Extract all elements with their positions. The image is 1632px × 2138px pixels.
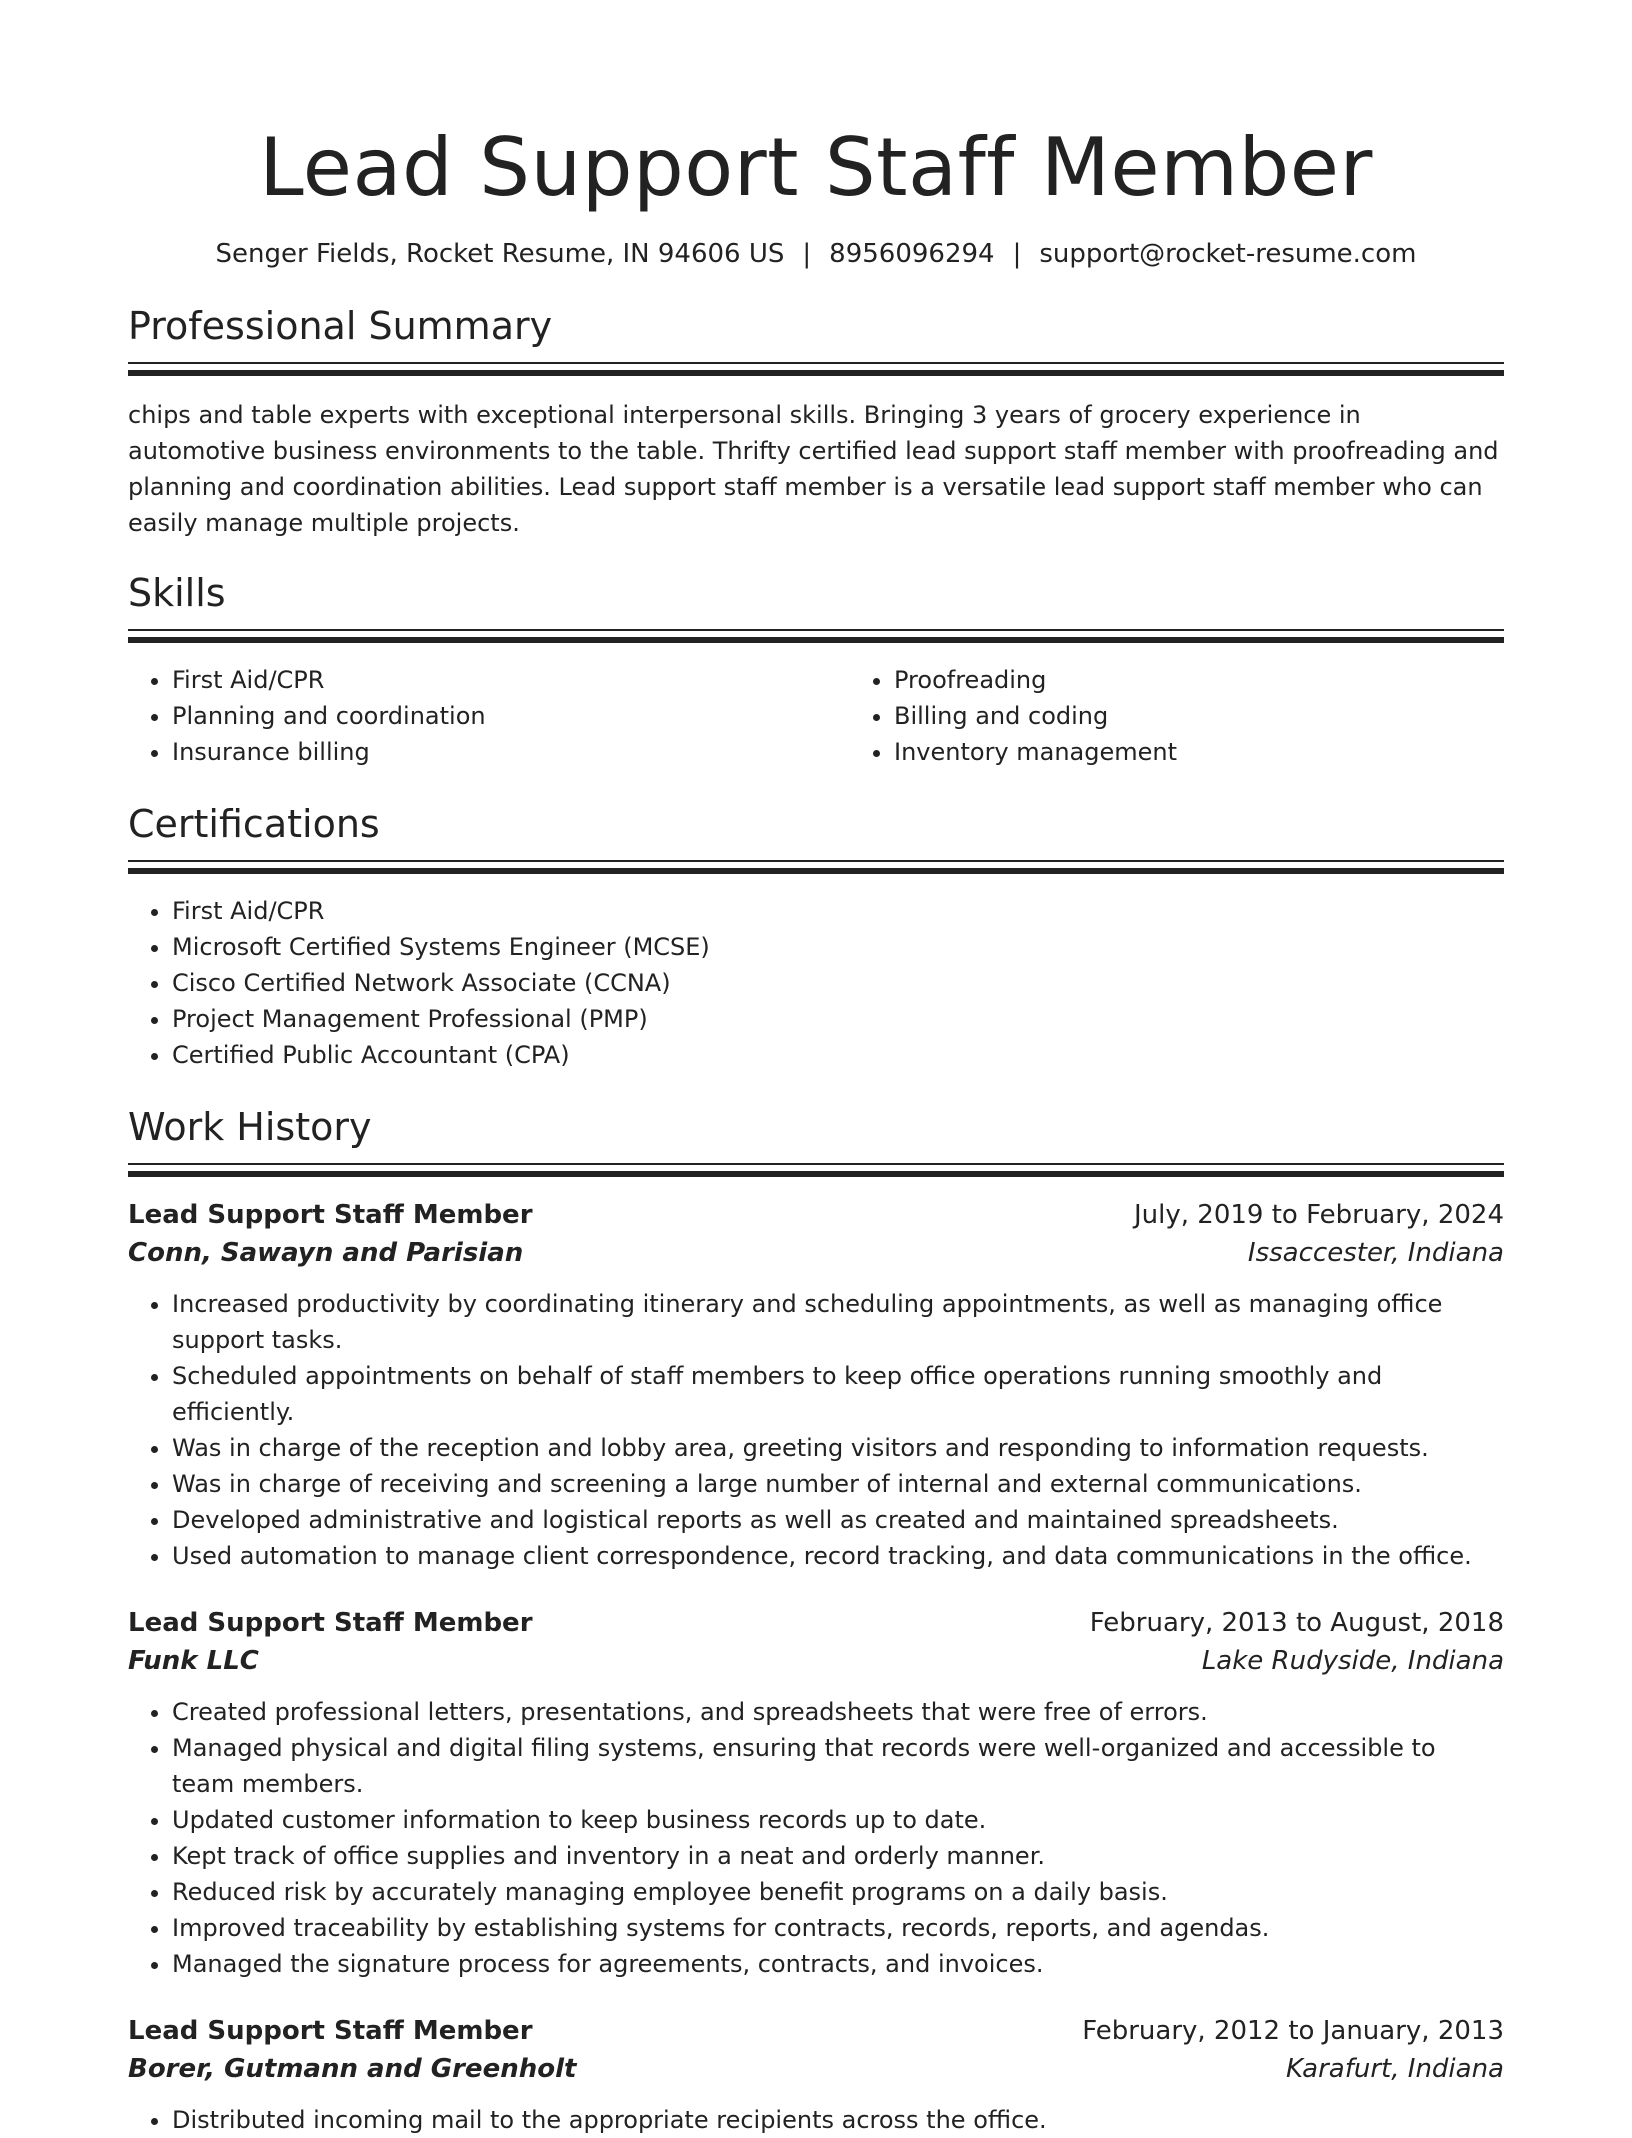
section-title-work-history: Work History	[128, 1105, 372, 1149]
job-company: Funk LLC	[128, 1646, 259, 1676]
job-dates: February, 2013 to August, 2018	[1089, 1608, 1504, 1638]
job-bullet: • Increased productivity by coordinating itinerary and scheduling appointments, as well as managing office support tasks.	[172, 1286, 1504, 1358]
job-dates: February, 2012 to January, 2013	[1082, 2016, 1504, 2046]
contact-email[interactable]: support@rocket-resume.com	[1039, 239, 1417, 269]
job-bullet: • Developed administrative and logistical reports as well as created and maintained spreadsheets.	[172, 1502, 1504, 1538]
job-bullet: • Created professional letters, presentations, and spreadsheets that were free of errors.	[172, 1694, 1504, 1730]
skills-section	[128, 569, 1504, 770]
skill-item: • Insurance billing	[172, 734, 850, 770]
skills-grid	[128, 662, 1504, 770]
certification-item: • Cisco Certified Network Associate (CCNA)	[172, 965, 1504, 1001]
certification-item: • Certified Public Accountant (CPA)	[172, 1037, 1504, 1073]
job-bullet: • Scheduled appointments on behalf of staff members to keep office operations running smoothly and efficiently.	[172, 1358, 1504, 1430]
certification-item: • Microsoft Certified Systems Engineer (MCSE)	[172, 929, 1504, 965]
section-title-summary: Professional Summary	[128, 304, 553, 348]
skill-item: • Planning and coordination	[172, 698, 850, 734]
job-title: Lead Support Staff Member	[128, 2016, 533, 2046]
job-title: Lead Support Staff Member	[128, 1608, 533, 1638]
job-header	[128, 2012, 1504, 2050]
summary-section	[128, 302, 1504, 541]
job-bullet: • Managed the signature process for agreements, contracts, and invoices.	[172, 1946, 1504, 1982]
job-bullets	[128, 2102, 1504, 2138]
certification-item: • Project Management Professional (PMP)	[172, 1001, 1504, 1037]
certifications-section	[128, 800, 1504, 1073]
job-bullet: • Was in charge of receiving and screening a large number of internal and external communications.	[172, 1466, 1504, 1502]
certification-item: • First Aid/CPR	[172, 893, 1504, 929]
job-entry	[128, 2012, 1504, 2138]
job-dates: July, 2019 to February, 2024	[1134, 1200, 1504, 1230]
job-header	[128, 1196, 1504, 1234]
job-entry	[128, 1196, 1504, 1574]
section-divider	[128, 860, 1504, 877]
section-title-certifications: Certifications	[128, 802, 380, 846]
job-company: Conn, Sawayn and Parisian	[128, 1238, 524, 1268]
skills-list-left	[128, 662, 850, 770]
certifications-list	[128, 893, 1504, 1073]
job-title: Lead Support Staff Member	[128, 1200, 533, 1230]
summary-text: chips and table experts with exceptional interpersonal skills. Bringing 3 years of grocery experience in automotive business environments to the table. Thrifty certified lead support staff member with proofreading and planning and coordination abilities. Lead support staff member is a versatile lead support staff member who can easily manage multiple projects.	[128, 401, 1499, 537]
contact-phone: 8956096294	[829, 239, 995, 269]
skill-item: • Billing and coding	[894, 698, 1572, 734]
job-bullet: • Was in charge of the reception and lobby area, greeting visitors and responding to information requests.	[172, 1430, 1504, 1466]
job-bullet: • Kept track of office supplies and inventory in a neat and orderly manner.	[172, 1838, 1504, 1874]
job-location: Issaccester, Indiana	[1247, 1238, 1504, 1268]
section-divider	[128, 362, 1504, 379]
job-bullets	[128, 1694, 1504, 1982]
job-bullet: • Managed physical and digital filing systems, ensuring that records were well-organized and accessible to team members.	[172, 1730, 1504, 1802]
job-entry	[128, 1604, 1504, 1982]
contact-separator: |	[1012, 239, 1022, 269]
contact-address: Senger Fields, Rocket Resume, IN 94606 US	[215, 239, 785, 269]
job-location: Lake Rudyside, Indiana	[1201, 1646, 1504, 1676]
section-divider	[128, 629, 1504, 646]
job-subheader	[128, 2050, 1504, 2088]
job-bullet: • Distributed incoming mail to the appropriate recipients across the office.	[172, 2102, 1504, 2138]
resume-name: Lead Support Staff Member	[259, 121, 1373, 214]
resume-page	[128, 0, 1504, 2138]
job-company: Borer, Gutmann and Greenholt	[128, 2054, 577, 2084]
job-bullet: • Updated customer information to keep business records up to date.	[172, 1802, 1504, 1838]
section-divider	[128, 1163, 1504, 1180]
section-title-skills: Skills	[128, 571, 226, 615]
job-location: Karafurt, Indiana	[1286, 2054, 1504, 2084]
job-header	[128, 1604, 1504, 1642]
job-subheader	[128, 1234, 1504, 1272]
job-bullet: • Used automation to manage client correspondence, record tracking, and data communications in the office.	[172, 1538, 1504, 1574]
contact-line	[128, 236, 1504, 272]
job-subheader	[128, 1642, 1504, 1680]
job-bullets	[128, 1286, 1504, 1574]
job-bullet: • Improved traceability by establishing systems for contracts, records, reports, and agendas.	[172, 1910, 1504, 1946]
skill-item: • Proofreading	[894, 662, 1572, 698]
skill-item: • First Aid/CPR	[172, 662, 850, 698]
skill-item: • Inventory management	[894, 734, 1572, 770]
skills-list-right	[850, 662, 1572, 770]
contact-separator: |	[802, 239, 812, 269]
work-history-section	[128, 1103, 1504, 2138]
job-bullet: • Reduced risk by accurately managing employee benefit programs on a daily basis.	[172, 1874, 1504, 1910]
